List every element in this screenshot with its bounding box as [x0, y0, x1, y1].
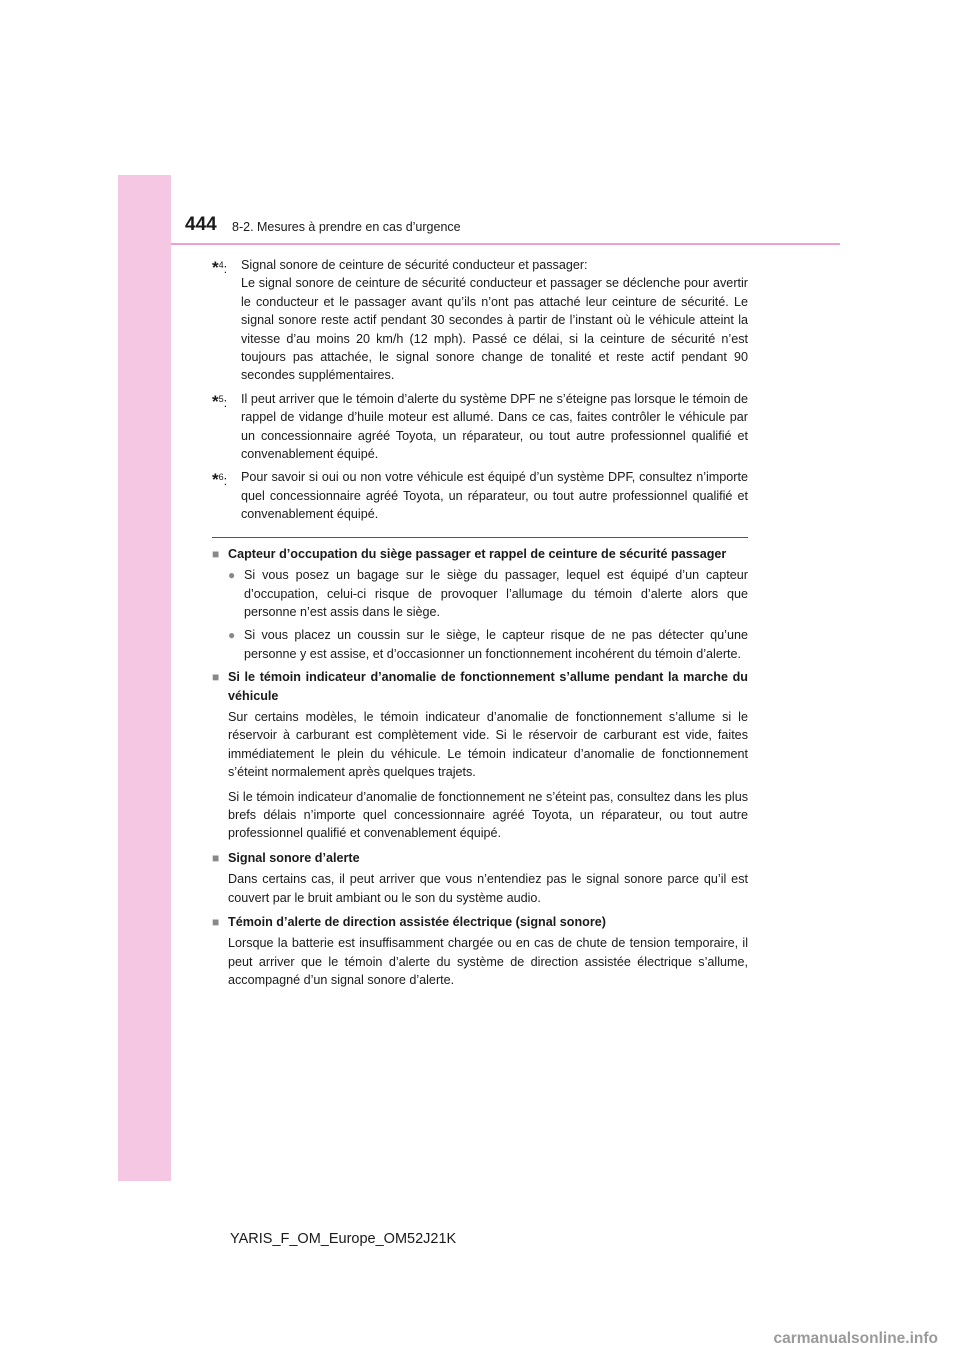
section-heading [212, 668, 748, 705]
footnote-marker [212, 468, 241, 523]
section [212, 849, 748, 907]
section-heading-text: Signal sonore d’alerte [228, 850, 360, 865]
bullet-item [228, 566, 748, 621]
section-heading-text: Capteur d’occupation du siège passager et rappel de ceinture de sécurité passager [228, 546, 727, 561]
section-body [212, 870, 748, 907]
document-code: YARIS_F_OM_Europe_OM52J21K [230, 1231, 457, 1247]
footnote-text [241, 468, 748, 523]
square-bullet-icon: ■ [212, 546, 220, 561]
section-heading [212, 849, 748, 867]
sections [212, 545, 748, 990]
page-content [212, 256, 748, 996]
section-paragraph: Lorsque la batterie est insuffisamment chargée ou en cas de chute de tension temporaire, il peut arriver que le témoin d’alerte du système de direction assistée électrique s’allume, accompagné d’un signal sonore d’alerte. [228, 936, 748, 988]
bullet-item [228, 626, 748, 663]
square-bullet-icon: ■ [212, 850, 220, 865]
asterisk-icon: * [212, 258, 219, 278]
section-title: 8-2. Mesures à prendre en cas d’urgence [232, 220, 461, 234]
footnote-number: 5 [218, 393, 224, 404]
footnote [212, 468, 748, 523]
section-paragraph: Sur certains modèles, le témoin indicateur d’anomalie de fonctionnement s’allume si le réservoir à carburant est complètement vide. Si le réservoir de carburant est vide, faites immédiatement le plein du véhicule. Le témoin indicateur d’anomalie de fonctionnement s’éteint normalement après quelques trajets. [228, 709, 748, 780]
footnote-colon: : [223, 262, 228, 277]
footnote-paragraph: Signal sonore de ceinture de sécurité conducteur et passager: [241, 258, 588, 272]
circle-bullet-icon: ● [228, 628, 236, 643]
divider [212, 537, 748, 538]
section-paragraph: Si le témoin indicateur d’anomalie de fonctionnement ne s’éteint pas, consultez dans les plus brefs délais n’importe quel concessionnaire agréé Toyota, un réparateur, ou tout autre professionnel qualifié et convenablement équipé. [228, 789, 748, 841]
footnote-paragraph: Pour savoir si oui ou non votre véhicule est équipé d’un système DPF, consultez n’importe quel concessionnaire agréé Toyota, un réparateur, ou tout autre professionnel qualifié et convenablement équipé. [241, 470, 748, 522]
watermark: carmanualsonline.info [773, 1330, 938, 1347]
footnote-text [241, 256, 748, 385]
footnote-number: 4 [218, 260, 224, 270]
circle-bullet-icon: ● [228, 568, 236, 583]
header-rule [171, 243, 840, 245]
bullet-text: Si vous posez un bagage sur le siège du passager, lequel est équipé d’un capteur d’occupation, celui-ci risque de provoquer l’allumage du témoin d’alerte alors que personne n’est assis dans le siège. [244, 568, 748, 619]
footnote-marker [212, 256, 241, 385]
footnote-colon: : [223, 474, 228, 489]
section-heading [212, 913, 748, 931]
section-heading-text: Témoin d’alerte de direction assistée électrique (signal sonore) [228, 915, 606, 929]
footnote-paragraph: Il peut arriver que le témoin d’alerte du système DPF ne s’éteigne pas lorsque le témoin de rappel de vidange d’huile moteur est allumé. Dans ce cas, faites contrôler le véhicule par un concessionnaire agréé Toyota, un réparateur, ou tout autre professionnel qualifié et convenablement équipé. [241, 391, 748, 462]
section-heading-text: Si le témoin indicateur d’anomalie de fonctionnement s’allume pendant la marche du véhicule [228, 670, 748, 703]
section-body [212, 934, 748, 989]
footnote [212, 256, 748, 385]
footnote-colon: : [223, 396, 228, 411]
section [212, 545, 748, 663]
sidebar-tab [118, 175, 171, 1181]
asterisk-icon: * [212, 470, 219, 490]
section [212, 913, 748, 990]
footnote-marker [212, 390, 241, 464]
footnote-number: 6 [218, 472, 224, 483]
footnote-text [241, 390, 748, 464]
bullet-text: Si vous placez un coussin sur le siège, le capteur risque de ne pas détecter qu’une personne y est assise, et d’occasionner un fonctionnement incohérent du témoin d’alerte. [244, 628, 748, 661]
square-bullet-icon: ■ [212, 670, 220, 685]
section-paragraph: Dans certains cas, il peut arriver que vous n’entendiez pas le signal sonore parce qu’il est couvert par le bruit ambiant ou le son du système audio. [228, 872, 748, 905]
section-heading [212, 545, 748, 563]
asterisk-icon: * [212, 392, 219, 412]
footnotes [212, 256, 748, 524]
footnote [212, 390, 748, 464]
section [212, 668, 748, 843]
footnote-paragraph: Le signal sonore de ceinture de sécurité conducteur et passager se déclenche pour avertir le conducteur et le passager avant qu’ils n’ont pas attaché leur ceinture de sécurité. Le signal sonore reste actif pendant 30 secondes à partir de l’instant où le véhicule atteint la vitesse d’au moins 20 km/h (12 mph). Passé ce délai, si la ceinture de sécurité n’est toujours pas attachée, le signal sonore change de tonalité et reste actif pendant 90 secondes supplémentaires. [241, 276, 748, 383]
page-number: 444 [185, 214, 217, 235]
section-body [212, 708, 748, 843]
section-body [212, 566, 748, 663]
square-bullet-icon: ■ [212, 915, 220, 929]
